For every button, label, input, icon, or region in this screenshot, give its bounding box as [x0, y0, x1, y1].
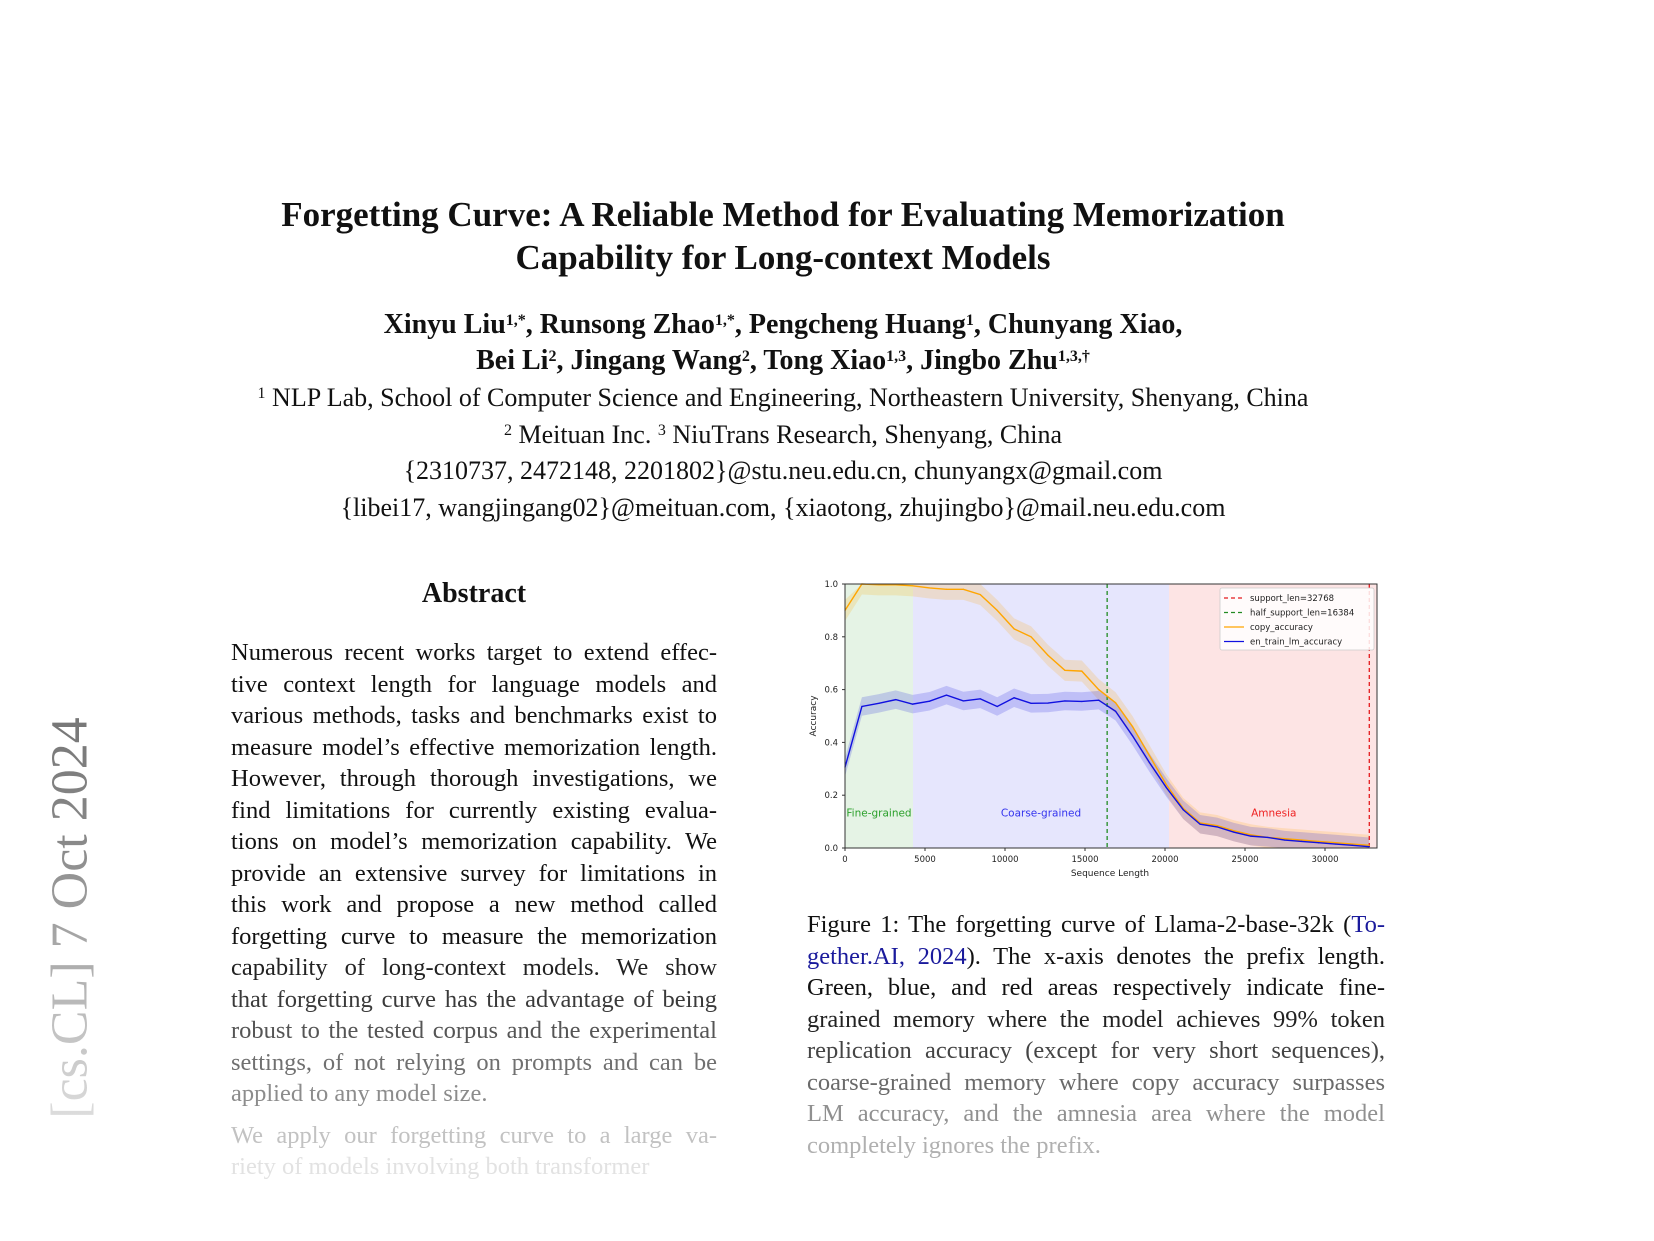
author-name: Xinyu Liu: [383, 309, 506, 340]
author-name: Chunyang Xiao: [987, 309, 1176, 340]
data-point-en_train_lm_accuracy: [1081, 701, 1082, 702]
data-point-en_train_lm_accuracy: [1267, 837, 1268, 838]
abstract-line: riety of models involving both transformer: [231, 1153, 650, 1180]
affiliations: [0, 380, 1566, 527]
author-affil: 1,*: [714, 312, 735, 329]
data-point-en_train_lm_accuracy: [1200, 824, 1201, 825]
data-point-en_train_lm_accuracy: [878, 703, 879, 704]
figure-caption: [807, 909, 1385, 1161]
author-name: Bei Li: [476, 345, 549, 376]
data-point-copy_accuracy: [1369, 845, 1370, 846]
abstract-line: provide an extensive survey for limitations in: [231, 859, 717, 887]
abstract-line: However, through thorough investigations, we: [231, 765, 717, 792]
data-point-en_train_lm_accuracy: [929, 701, 930, 702]
data-point-copy_accuracy: [1233, 830, 1234, 831]
author-affil: 2: [741, 348, 750, 365]
data-point-copy_accuracy: [1216, 825, 1217, 826]
email-line-1: {2310737, 2472148, 2201802}@stu.neu.edu.cn, chunyangx@gmail.com: [403, 456, 1163, 486]
arxiv-side-stamp: [cs.CL] 7 Oct 2024: [41, 717, 99, 1119]
region-label: Coarse-grained: [1000, 807, 1082, 820]
data-point-copy_accuracy: [1149, 755, 1150, 756]
data-point-copy_accuracy: [946, 589, 947, 590]
caption-line: Green, blue, and red areas respectively indicate fine-: [807, 974, 1385, 1001]
data-point-copy_accuracy: [1335, 842, 1336, 843]
data-point-copy_accuracy: [929, 587, 930, 588]
data-point-copy_accuracy: [1318, 841, 1319, 842]
abstract-line: this work and propose a new method called: [231, 891, 717, 918]
author-list: [0, 307, 1566, 379]
x-axis-label: Sequence Length: [1070, 869, 1150, 879]
x-tick-label: 5000: [914, 855, 936, 865]
y-tick-label: 0.0: [824, 844, 838, 854]
data-point-copy_accuracy: [1081, 671, 1082, 672]
abstract-line: robust to the tested corpus and the experimental: [231, 1017, 717, 1044]
affil-number: 2: [503, 421, 512, 439]
region-label: Fine-grained: [846, 807, 912, 820]
caption-text: ). The x-axis denotes the prefix length.: [966, 942, 1385, 970]
data-point-en_train_lm_accuracy: [963, 700, 964, 701]
data-point-copy_accuracy: [963, 589, 964, 590]
x-tick-label: 30000: [1311, 855, 1339, 865]
caption-line: grained memory where the model achieves 99% token: [807, 1005, 1385, 1033]
y-tick-label: 0.8: [824, 632, 838, 643]
abstract-line: applied to any model size.: [231, 1080, 488, 1107]
data-point-en_train_lm_accuracy: [1132, 735, 1133, 736]
caption-line: coarse-grained memory where copy accuracy surpasses: [807, 1068, 1385, 1096]
data-point-copy_accuracy: [1166, 784, 1167, 785]
abstract-line: Numerous recent works target to extend effec-: [231, 639, 717, 666]
legend-label: en_train_lm_accuracy: [1250, 637, 1343, 648]
abstract-line: measure model’s effective memorization length.: [231, 733, 717, 761]
data-point-copy_accuracy: [1098, 689, 1099, 690]
affil-text: NLP Lab, School of Computer Science and Engineering, Northeastern University, Shenyang, China: [272, 383, 1309, 412]
data-point-en_train_lm_accuracy: [1149, 762, 1150, 763]
author-affil: 1,3: [886, 348, 907, 365]
caption-line: completely ignores the prefix.: [807, 1131, 1101, 1159]
data-point-copy_accuracy: [1030, 636, 1031, 637]
x-tick-label: 0: [842, 855, 848, 865]
citation-link[interactable]: To-: [1351, 911, 1385, 938]
author-name: Runsong Zhao: [539, 309, 715, 340]
data-point-en_train_lm_accuracy: [1318, 842, 1319, 843]
x-tick-label: 10000: [991, 855, 1019, 865]
abstract-line: forgetting curve to measure the memorization: [231, 922, 717, 950]
x-tick-label: 20000: [1151, 855, 1179, 865]
data-point-copy_accuracy: [980, 594, 981, 595]
legend-label: support_len=32768: [1250, 594, 1335, 604]
data-point-copy_accuracy: [912, 585, 913, 586]
author-line-1: Xinyu Liu$^{1,*}$, Runsong Zhao$^{1,*}$, Pengcheng Huang$^1$, Chunyang Xiao,: [383, 309, 1183, 340]
data-point-en_train_lm_accuracy: [1352, 845, 1353, 846]
data-point-en_train_lm_accuracy: [895, 699, 896, 700]
author-line-2: Bei Li$^2$, Jingang Wang$^2$, Tong Xiao$^{1,3}$, Jingbo Zhu$^{1,3,\dagger}$: [476, 345, 1090, 376]
data-point-en_train_lm_accuracy: [912, 704, 913, 705]
author-name: Jingang Wang: [570, 345, 742, 376]
data-point-copy_accuracy: [1250, 834, 1251, 835]
title-line-1: Forgetting Curve: A Reliable Method for Evaluating Memorization: [281, 195, 1285, 234]
data-point-copy_accuracy: [1301, 839, 1302, 840]
abstract-heading: Abstract: [421, 578, 527, 609]
paper-title: [0, 193, 1566, 279]
data-point-en_train_lm_accuracy: [946, 695, 947, 696]
email-line-2: {libei17, wangjingang02}@meituan.com, {xiaotong, zhujingbo}@mail.neu.edu.com: [340, 493, 1226, 523]
author-affil: 1,*: [505, 312, 526, 329]
data-point-en_train_lm_accuracy: [997, 706, 998, 707]
data-point-en_train_lm_accuracy: [1233, 832, 1234, 833]
data-point-en_train_lm_accuracy: [1250, 836, 1251, 837]
affil-text: NiuTrans Research, Shenyang, China: [672, 419, 1063, 449]
abstract-line: find limitations for currently existing evalua-: [231, 796, 717, 824]
author-name: Tong Xiao: [763, 345, 887, 376]
data-point-en_train_lm_accuracy: [1284, 839, 1285, 840]
caption-line: replication accuracy (except for very short sequences),: [807, 1037, 1385, 1064]
author-affil: 1: [965, 312, 974, 329]
data-point-en_train_lm_accuracy: [1047, 702, 1048, 703]
abstract-line: that forgetting curve has the advantage of being: [231, 985, 717, 1013]
abstract-body: [231, 637, 717, 1183]
data-point-copy_accuracy: [1115, 702, 1116, 703]
data-point-en_train_lm_accuracy: [1166, 787, 1167, 788]
data-point-copy_accuracy: [1284, 838, 1285, 839]
data-point-en_train_lm_accuracy: [1098, 700, 1099, 701]
y-tick-label: 0.4: [824, 738, 838, 749]
affiliation-2-3: [0, 417, 1566, 454]
data-point-en_train_lm_accuracy: [1301, 841, 1302, 842]
y-axis-label: Accuracy: [809, 695, 819, 737]
author-affil: 2: [548, 348, 557, 365]
affil-number: 1: [257, 385, 266, 402]
y-tick-label: 0.2: [824, 791, 838, 802]
x-tick-label: 15000: [1071, 855, 1099, 865]
data-point-en_train_lm_accuracy: [1183, 809, 1184, 810]
data-point-en_train_lm_accuracy: [1335, 843, 1336, 844]
caption-line: [807, 909, 1385, 941]
abstract-line: tions on model’s memorization capability. We: [231, 828, 717, 855]
affil-text: Meituan Inc.: [518, 419, 652, 449]
author-name: Pengcheng Huang: [748, 309, 966, 340]
data-point-copy_accuracy: [1064, 670, 1065, 671]
legend-label: half_support_len=16384: [1250, 608, 1355, 619]
caption-line: LM accuracy, and the amnesia area where the model: [807, 1100, 1385, 1127]
title-line-2: Capability for Long-context Models: [515, 238, 1051, 277]
y-tick-label: 1.0: [824, 580, 838, 590]
affiliation-1: [0, 380, 1566, 417]
region-label: Amnesia: [1251, 807, 1297, 820]
forgetting-curve-chart: [800, 570, 1390, 890]
data-point-en_train_lm_accuracy: [1064, 700, 1065, 701]
data-point-copy_accuracy: [1352, 843, 1353, 844]
y-tick-label: 0.6: [824, 685, 838, 696]
data-point-copy_accuracy: [1014, 628, 1015, 629]
abstract-line: settings, of not relying on prompts and can be: [231, 1048, 717, 1076]
abstract-line: capability of long-context models. We show: [231, 954, 717, 981]
abstract-line: We apply our forgetting curve to a large va-: [231, 1121, 717, 1149]
abstract-line: various methods, tasks and benchmarks exist to: [231, 702, 717, 729]
data-point-en_train_lm_accuracy: [1369, 846, 1370, 847]
affil-number: 3: [657, 421, 666, 439]
data-point-en_train_lm_accuracy: [1014, 697, 1015, 698]
data-point-en_train_lm_accuracy: [861, 706, 862, 707]
data-point-copy_accuracy: [1047, 655, 1048, 656]
data-point-en_train_lm_accuracy: [1030, 703, 1031, 704]
caption-text: Figure 1: The forgetting curve of Llama-2-base-32k (: [807, 911, 1352, 938]
author-name: Jingbo Zhu: [920, 345, 1058, 376]
citation-link[interactable]: gether.AI, 2024: [807, 942, 967, 970]
legend-label: copy_accuracy: [1250, 623, 1313, 633]
data-point-en_train_lm_accuracy: [980, 698, 981, 699]
caption-line: [807, 941, 1385, 973]
author-affil: 1,3,†: [1057, 348, 1090, 365]
data-point-en_train_lm_accuracy: [1115, 711, 1116, 712]
data-point-copy_accuracy: [997, 610, 998, 611]
x-tick-label: 25000: [1231, 855, 1259, 865]
data-point-en_train_lm_accuracy: [1216, 826, 1217, 827]
abstract-line: tive context length for language models and: [231, 670, 717, 698]
data-point-copy_accuracy: [1132, 726, 1133, 727]
